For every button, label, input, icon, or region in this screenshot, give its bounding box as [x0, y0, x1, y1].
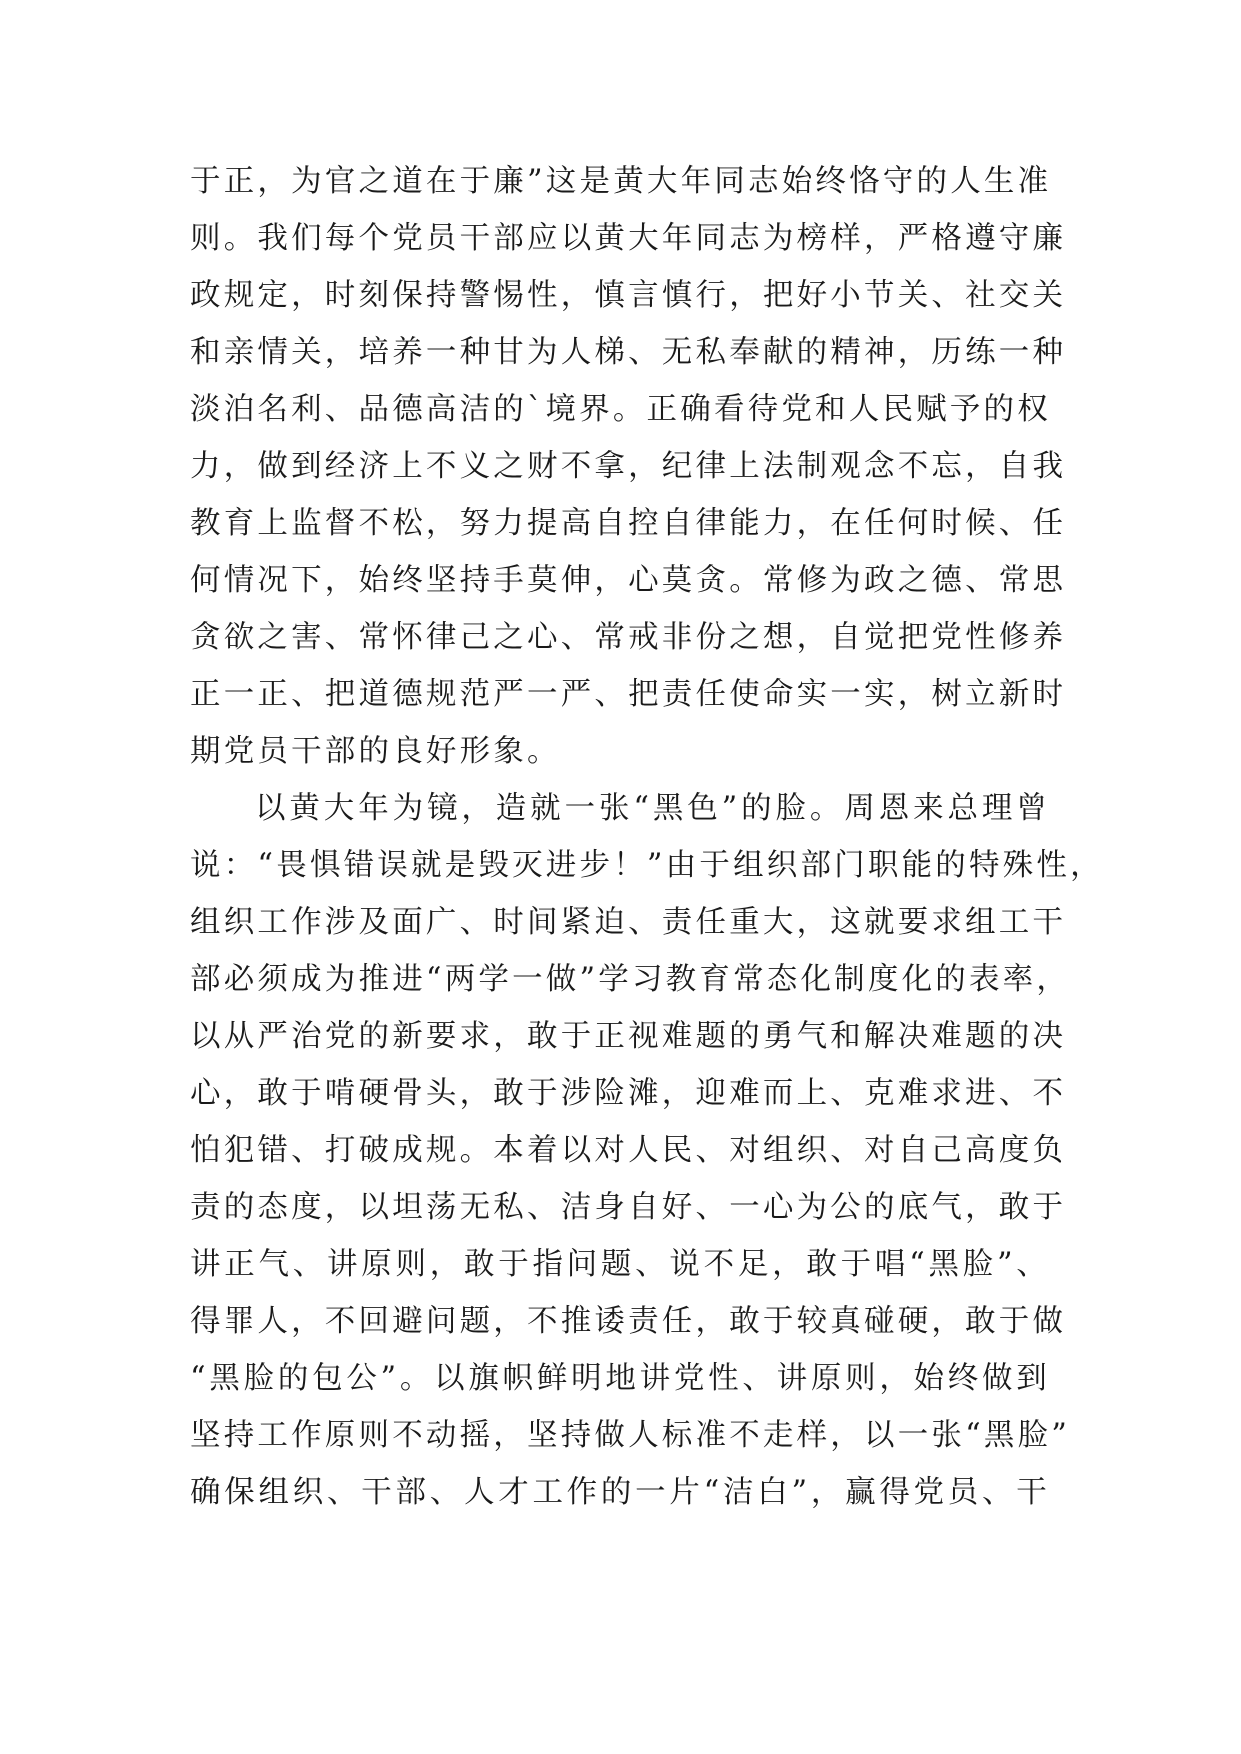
text-line: 贪欲之害、常怀律己之心、常戒非份之想，自觉把党性修养	[190, 620, 1067, 655]
text-line: “黑脸的包公”。以旗帜鲜明地讲党性、讲原则，始终做到	[190, 1361, 1050, 1396]
body-text	[190, 153, 1104, 1521]
text-line: 说：“畏惧错误就是毁灭进步！”由于组织部门职能的特殊性，	[190, 848, 1104, 883]
text-line: 正一正、把道德规范严一严、把责任使命实一实，树立新时	[190, 677, 1067, 712]
text-line: 心，敢于啃硬骨头，敢于涉险滩，迎难而上、克难求进、不	[190, 1076, 1067, 1111]
text-line: 部必须成为推进“两学一做”学习教育常态化制度化的表率，	[190, 962, 1071, 997]
text-line: 政规定，时刻保持警惕性，慎言慎行，把好小节关、社交关	[190, 278, 1067, 313]
text-line: 怕犯错、打破成规。本着以对人民、对组织、对自己高度负	[190, 1133, 1067, 1168]
text-line: 则。我们每个党员干部应以黄大年同志为榜样，严格遵守廉	[190, 221, 1067, 256]
text-line: 教育上监督不松，努力提高自控自律能力，在任何时候、任	[190, 506, 1067, 541]
text-line: 责的态度，以坦荡无私、洁身自好、一心为公的底气，敢于	[190, 1190, 1067, 1225]
text-line: 和亲情关，培养一种甘为人梯、无私奉献的精神，历练一种	[190, 335, 1067, 370]
text-line: 期党员干部的良好形象。	[190, 734, 561, 769]
text-line: 何情况下，始终坚持手莫伸，心莫贪。常修为政之德、常思	[190, 563, 1067, 598]
text-line: 确保组织、干部、人才工作的一片“洁白”，赢得党员、干	[190, 1475, 1050, 1510]
text-line: 讲正气、讲原则，敢于指问题、说不足，敢于唱“黑脸”、	[190, 1247, 1050, 1282]
text-line: 于正，为官之道在于廉”这是黄大年同志始终恪守的人生准	[190, 164, 1052, 199]
text-line: 力，做到经济上不义之财不拿，纪律上法制观念不忘，自我	[190, 449, 1067, 484]
text-line: 以黄大年为镜，造就一张“黑色”的脸。周恩来总理曾	[255, 791, 1050, 826]
paragraph-2	[190, 780, 1104, 1521]
text-line: 以从严治党的新要求，敢于正视难题的勇气和解决难题的决	[190, 1019, 1067, 1054]
text-line: 组织工作涉及面广、时间紧迫、责任重大，这就要求组工干	[190, 905, 1067, 940]
text-line: 得罪人，不回避问题，不推诿责任，敢于较真碰硬，敢于做	[190, 1304, 1067, 1339]
text-line: 坚持工作原则不动摇，坚持做人标准不走样，以一张“黑脸”	[190, 1418, 1071, 1453]
paragraph-1	[190, 153, 1067, 780]
text-line: 淡泊名利、品德高洁的`境界。正确看待党和人民赋予的权	[190, 392, 1051, 427]
